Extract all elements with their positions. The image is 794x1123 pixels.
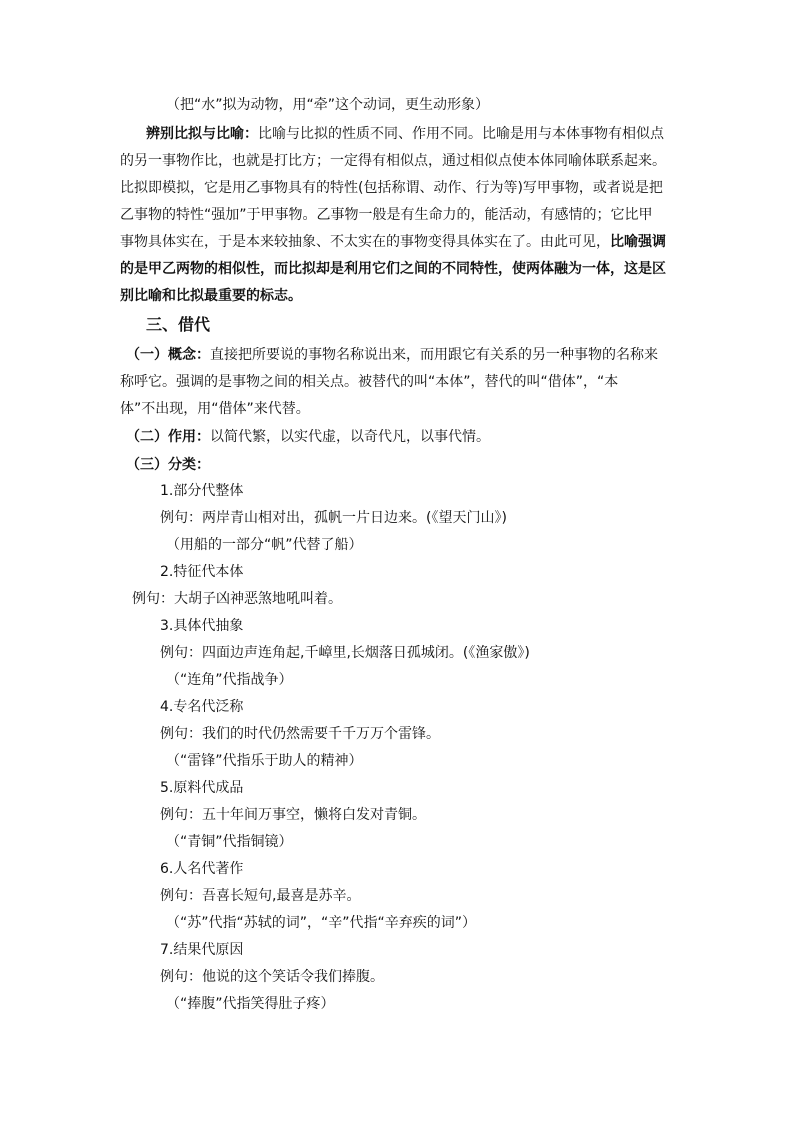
compare-line-3: 比拟即模拟，它是用乙事物具有的特性(包括称谓、动作、行为等)写甲事物，或者说是把 (120, 180, 663, 196)
item-note: （“捧腹”代指笑得肚子疼） (166, 996, 335, 1012)
function-text: 以简代繁，以实代虚，以奇代凡，以事代情。 (210, 429, 490, 445)
concept-line-3: 体”不出现，用“借体”来代替。 (120, 401, 310, 417)
item-example: 例句：我们的时代仍然需要千千万万个雷锋。 (160, 726, 440, 742)
function-line (126, 427, 490, 447)
compare-line-2: 的另一事物作比，也就是打比方；一定得有相似点，通过相似点使本体同喻体联系起来。 (120, 153, 666, 169)
compare-line-1 (146, 124, 664, 144)
compare-emphasis: 比喻强调 (610, 234, 666, 250)
item-example: 例句：大胡子凶神恶煞地吼叫着。 (132, 591, 342, 607)
item-note: （用船的一部分“帆”代替了船） (166, 537, 363, 553)
compare-text: 比喻与比拟的性质不同、作用不同。比喻是用与本体事物有相似点 (258, 126, 664, 142)
concept-line-2: 称呼它。强调的是事物之间的相关点。被替代的叫“本体”，替代的叫“借体”，“本 (120, 374, 619, 390)
concept-line-1 (126, 345, 658, 365)
compare-line-4: 乙事物的特性“强加”于甲事物。乙事物一般是有生命力的，能活动，有感情的；它比甲 (120, 207, 653, 223)
item-example: 例句：两岸青山相对出，孤帆一片日边来。(《望天门山》) (160, 510, 507, 526)
classify-label: （三）分类： (126, 457, 210, 473)
section-title: 三、借代 (146, 315, 211, 334)
concept-text: 直接把所要说的事物名称说出来，而用跟它有关系的另一种事物的名称来 (210, 347, 658, 363)
item-note: （“连角”代指战争） (166, 672, 293, 688)
compare-line-6: 的是甲乙两物的相似性，而比拟却是利用它们之间的不同特性，使两体融为一体，这是区 (120, 261, 666, 277)
item-title: 3.具体代抽象 (160, 618, 244, 634)
top-note: （把“水”拟为动物，用“牵”这个动词，更生动形象） (166, 97, 490, 113)
item-note: （“苏”代指“苏轼的词”，“辛”代指“辛弃疾的词”） (166, 915, 477, 931)
item-example: 例句：吾喜长短句,最喜是苏辛。 (160, 888, 361, 904)
item-note: （“雷锋”代指乐于助人的精神） (166, 753, 363, 769)
function-label: （二）作用： (126, 429, 210, 445)
concept-label: （一）概念： (126, 347, 210, 363)
item-example: 例句：四面边声连角起,千嶂里,长烟落日孤城闭。(《渔家傲》) (160, 645, 530, 661)
item-title: 4.专名代泛称 (160, 699, 244, 715)
item-title: 6.人名代著作 (160, 861, 244, 877)
item-example: 例句：五十年间万事空，懒将白发对青铜。 (160, 807, 426, 823)
compare-line-7: 别比喻和比拟最重要的标志。 (120, 288, 302, 304)
item-example: 例句：他说的这个笑话令我们捧腹。 (160, 969, 384, 985)
item-title: 2.特征代本体 (160, 564, 244, 580)
item-note: （“青铜”代指铜镜） (166, 834, 293, 850)
compare-text: 事物具体实在，于是本来较抽象、不太实在的事物变得具体实在了。由此可见， (120, 234, 610, 250)
item-title: 7.结果代原因 (160, 942, 244, 958)
compare-line-5 (120, 232, 666, 252)
compare-label: 辨别比拟与比喻： (146, 126, 258, 142)
item-title: 1.部分代整体 (160, 483, 244, 499)
item-title: 5.原料代成品 (160, 780, 244, 796)
